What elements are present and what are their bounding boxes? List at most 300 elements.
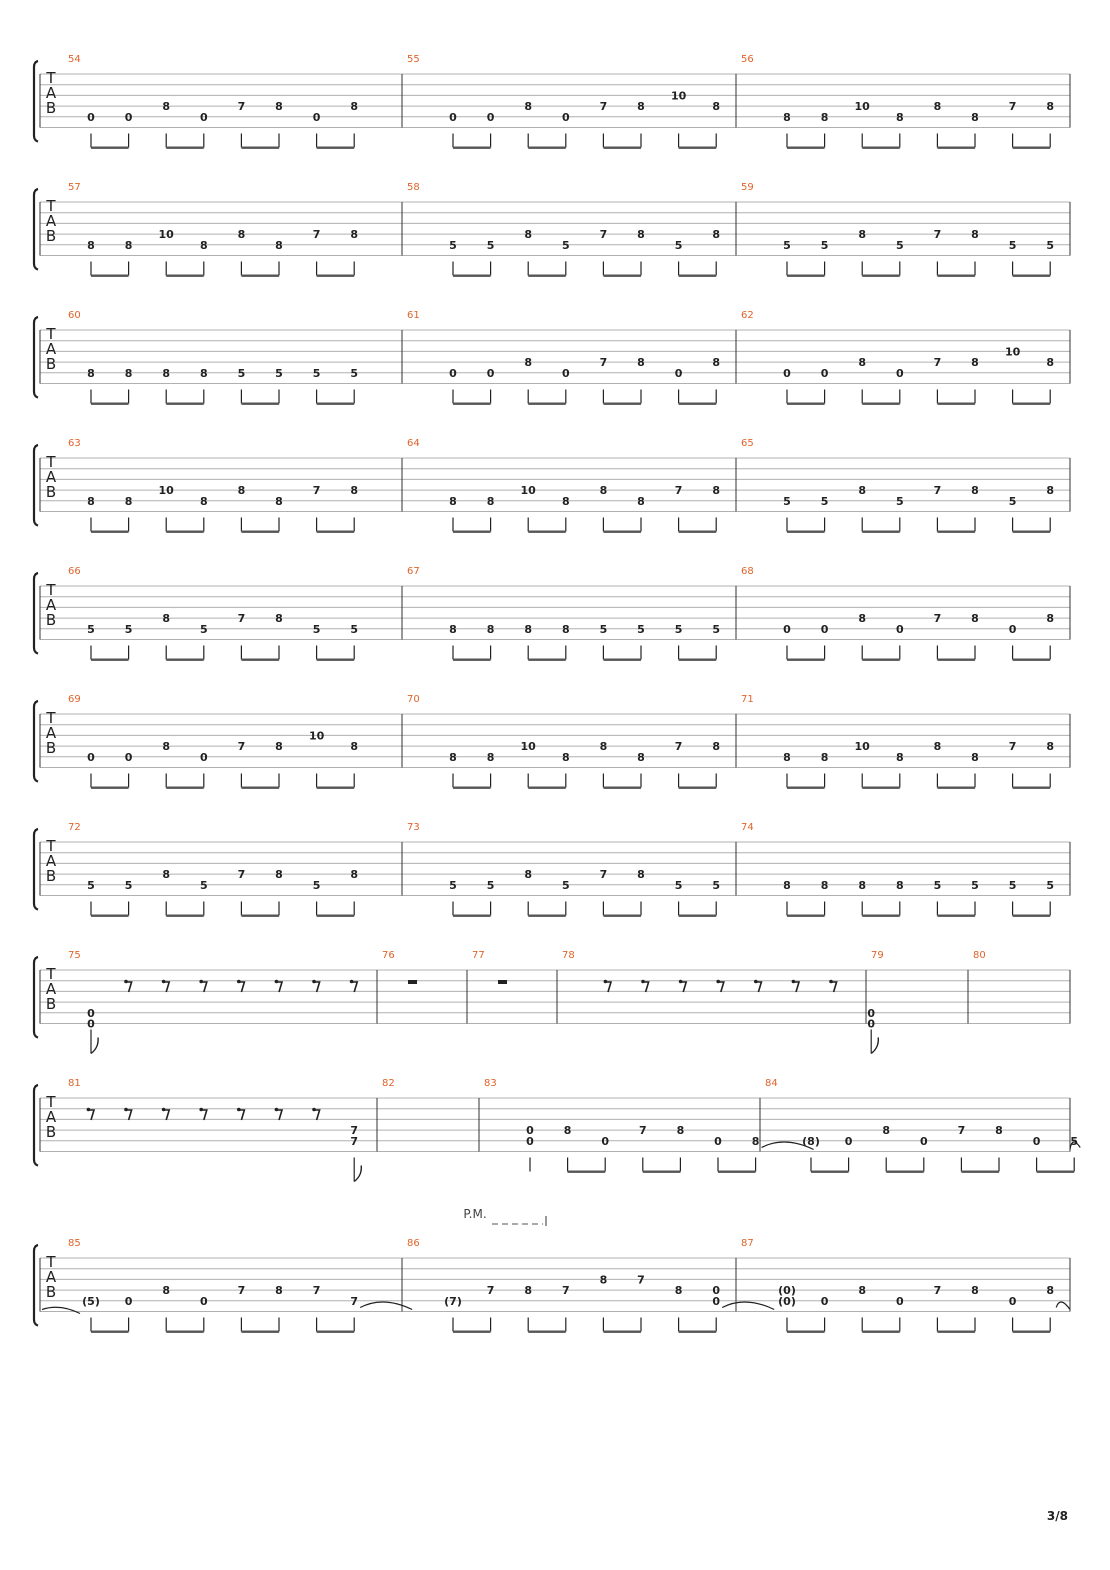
fret-number: 5 xyxy=(87,622,95,636)
fret-number: 7 xyxy=(486,1284,495,1298)
beam xyxy=(1013,1331,1051,1333)
measure-number: 79 xyxy=(871,950,884,961)
tab-clef-letter: B xyxy=(45,995,57,1013)
fret-number: 8 xyxy=(524,1284,533,1298)
tab-clef-letter: A xyxy=(45,468,57,486)
fret-number: 5 xyxy=(350,366,359,380)
beam xyxy=(91,787,129,789)
fret-number: 8 xyxy=(637,228,645,242)
fret-number: 8 xyxy=(350,868,359,882)
eighth-rest xyxy=(605,982,611,992)
beam xyxy=(317,659,355,661)
tab-clef-letter: B xyxy=(45,1283,57,1301)
fret-number: 8 xyxy=(599,740,608,754)
fret-number: 8 xyxy=(971,750,979,764)
measure-number: 66 xyxy=(68,566,81,577)
beam xyxy=(453,659,491,661)
fret-number: 0 xyxy=(714,1134,722,1148)
fret-number: 0 xyxy=(526,1124,534,1138)
beam xyxy=(317,147,355,149)
fret-number: 8 xyxy=(820,750,829,764)
beam xyxy=(1013,275,1051,277)
beam xyxy=(787,147,825,149)
eighth-rest-dot xyxy=(754,980,758,984)
tab-clef-letter: B xyxy=(45,867,57,885)
beam xyxy=(528,531,566,533)
fret-number: 5 xyxy=(124,622,133,636)
fret-number: 8 xyxy=(561,750,570,764)
fret-number: 7 xyxy=(599,356,608,370)
beam xyxy=(528,147,566,149)
fret-number: 8 xyxy=(561,622,570,636)
measure-number: 65 xyxy=(741,438,754,449)
eighth-rest-dot xyxy=(87,1108,91,1112)
fret-number: 8 xyxy=(199,366,208,380)
beam xyxy=(91,275,129,277)
fret-number: 10 xyxy=(854,740,870,754)
fret-number: 7 xyxy=(957,1124,966,1138)
fret-number: 5 xyxy=(199,878,208,892)
beam xyxy=(91,1331,129,1333)
fret-number: 0 xyxy=(1008,1294,1017,1308)
measure-number: 76 xyxy=(382,950,395,961)
beam xyxy=(862,915,900,917)
eighth-rest-dot xyxy=(829,980,833,984)
fret-number: 8 xyxy=(895,110,904,124)
fret-number: 7 xyxy=(933,612,942,626)
fret-number: 5 xyxy=(1046,878,1055,892)
measure-number: 61 xyxy=(407,310,420,321)
fret-number: 7 xyxy=(237,740,246,754)
beam xyxy=(528,275,566,277)
beam xyxy=(862,1331,900,1333)
eighth-rest xyxy=(201,982,207,992)
fret-number: 8 xyxy=(599,1273,608,1287)
system-bracket xyxy=(34,189,38,270)
fret-number: 8 xyxy=(599,484,608,498)
fret-number: 10 xyxy=(1004,345,1021,359)
fret-number: 10 xyxy=(520,740,536,754)
fret-number: 8 xyxy=(783,750,791,764)
fret-number: 8 xyxy=(199,238,208,252)
beam xyxy=(453,403,491,405)
tie-arc xyxy=(722,1302,774,1310)
fret-number: 8 xyxy=(1046,612,1055,626)
measure-number: 82 xyxy=(382,1078,395,1089)
beam xyxy=(1013,915,1051,917)
fret-number: 8 xyxy=(858,878,867,892)
beam xyxy=(91,531,129,533)
tab-clef-letter: A xyxy=(45,596,57,614)
fret-number: 8 xyxy=(350,228,359,242)
fret-number: 8 xyxy=(350,484,359,498)
eighth-rest-dot xyxy=(641,980,645,984)
eighth-rest xyxy=(351,982,357,992)
fret-number: 8 xyxy=(1046,1284,1055,1298)
fret-number: 7 xyxy=(237,1284,246,1298)
fret-number: 8 xyxy=(350,740,359,754)
fret-number: 0 xyxy=(87,1006,95,1020)
measure-number: 75 xyxy=(68,950,81,961)
fret-number: 7 xyxy=(933,484,942,498)
fret-number: (5) xyxy=(82,1294,100,1308)
fret-number: 8 xyxy=(486,750,495,764)
fret-number: 8 xyxy=(858,228,867,242)
fret-number: 8 xyxy=(712,740,721,754)
measure-number: 73 xyxy=(407,822,420,833)
beam xyxy=(166,787,204,789)
fret-number: (8) xyxy=(802,1134,820,1148)
eighth-rest-dot xyxy=(199,980,203,984)
fret-number: 0 xyxy=(1032,1134,1041,1148)
beam xyxy=(862,275,900,277)
beam xyxy=(317,1331,355,1333)
fret-number: 0 xyxy=(895,622,904,636)
beam xyxy=(603,787,641,789)
tab-clef-letter: T xyxy=(46,709,56,727)
beam xyxy=(862,531,900,533)
fret-number: 5 xyxy=(820,238,829,252)
beam xyxy=(862,147,900,149)
fret-number: 7 xyxy=(350,1124,359,1138)
beam xyxy=(787,659,825,661)
system-bracket xyxy=(34,317,38,398)
beam xyxy=(1013,531,1051,533)
fret-number: 8 xyxy=(275,1284,283,1298)
fret-number: 5 xyxy=(199,622,208,636)
fret-number: 8 xyxy=(199,494,208,508)
beam xyxy=(241,787,279,789)
tab-clef-letter: B xyxy=(45,99,57,117)
beam xyxy=(241,659,279,661)
fret-number: 7 xyxy=(674,484,683,498)
beam xyxy=(679,275,717,277)
measure-number: 86 xyxy=(407,1238,420,1249)
measure-number: 59 xyxy=(741,182,754,193)
tab-clef-letter: A xyxy=(45,1268,57,1286)
fret-number: 5 xyxy=(486,878,495,892)
fret-number: 8 xyxy=(87,366,95,380)
eighth-rest-dot xyxy=(275,980,279,984)
fret-number: 8 xyxy=(637,100,645,114)
beam xyxy=(317,531,355,533)
half-rest xyxy=(408,980,417,984)
tab-clef-letter: T xyxy=(46,69,56,87)
eighth-rest xyxy=(314,982,320,992)
system-bracket xyxy=(34,957,38,1038)
eighth-rest xyxy=(238,1110,244,1120)
beam xyxy=(937,915,975,917)
tab-clef-letter: T xyxy=(46,837,56,855)
beam xyxy=(862,403,900,405)
fret-number: 5 xyxy=(561,238,570,252)
measure-number: 56 xyxy=(741,54,754,65)
beam xyxy=(317,403,355,405)
fret-number: 0 xyxy=(199,750,208,764)
fret-number: 7 xyxy=(312,484,321,498)
fret-number: 8 xyxy=(162,100,171,114)
fret-number: 8 xyxy=(1046,356,1055,370)
beam xyxy=(91,403,129,405)
fret-number: 8 xyxy=(1046,100,1055,114)
fret-number: 8 xyxy=(124,494,133,508)
fret-number: 0 xyxy=(449,366,457,380)
fret-number: 7 xyxy=(933,1284,942,1298)
eighth-rest xyxy=(88,1110,94,1120)
beam xyxy=(453,531,491,533)
beam xyxy=(718,1171,756,1173)
measure-number: 69 xyxy=(68,694,81,705)
note-flag xyxy=(354,1166,361,1182)
measure-number: 81 xyxy=(68,1078,81,1089)
beam xyxy=(937,659,975,661)
measure-number: 62 xyxy=(741,310,754,321)
fret-number: 8 xyxy=(524,868,533,882)
system-bracket xyxy=(34,701,38,782)
tab-clef-letter: A xyxy=(45,852,57,870)
tab-clef-letter: B xyxy=(45,739,57,757)
fret-number: 7 xyxy=(312,228,321,242)
fret-number: 8 xyxy=(162,612,171,626)
eighth-rest xyxy=(163,1110,169,1120)
system-bracket xyxy=(34,829,38,910)
measure-number: 78 xyxy=(562,950,575,961)
fret-number: 5 xyxy=(1008,238,1017,252)
eighth-rest xyxy=(126,1110,132,1120)
fret-number: 8 xyxy=(637,750,645,764)
fret-number: (0) xyxy=(778,1284,796,1298)
fret-number: 8 xyxy=(712,356,721,370)
beam xyxy=(453,1331,491,1333)
beam xyxy=(1037,1171,1075,1173)
beam xyxy=(603,147,641,149)
fret-number: 8 xyxy=(486,494,495,508)
eighth-rest-dot xyxy=(162,980,166,984)
fret-number: 5 xyxy=(895,238,904,252)
beam xyxy=(679,1331,717,1333)
beam xyxy=(528,1331,566,1333)
beam xyxy=(317,275,355,277)
fret-number: 0 xyxy=(712,1294,721,1308)
tab-clef-letter: T xyxy=(46,965,56,983)
fret-number: 5 xyxy=(674,238,683,252)
eighth-rest-dot xyxy=(679,980,683,984)
tab-clef-letter: B xyxy=(45,355,57,373)
fret-number: 7 xyxy=(1008,100,1017,114)
fret-number: 0 xyxy=(1008,622,1017,636)
beam xyxy=(937,147,975,149)
fret-number: 0 xyxy=(87,750,95,764)
fret-number: 8 xyxy=(858,356,867,370)
fret-number: 0 xyxy=(486,366,495,380)
tab-clef-letter: A xyxy=(45,1108,57,1126)
beam xyxy=(679,659,717,661)
beam xyxy=(241,1331,279,1333)
tie-arc xyxy=(1056,1302,1070,1310)
fret-number: 8 xyxy=(563,1124,572,1138)
fret-number: 5 xyxy=(712,622,721,636)
eighth-rest xyxy=(163,982,169,992)
fret-number: 8 xyxy=(162,1284,171,1298)
system-bracket xyxy=(34,1085,38,1166)
fret-number: 5 xyxy=(312,878,321,892)
beam xyxy=(679,915,717,917)
fret-number: 8 xyxy=(971,1284,979,1298)
fret-number: 0 xyxy=(526,1134,534,1148)
beam xyxy=(453,275,491,277)
eighth-rest-dot xyxy=(124,1108,128,1112)
fret-number: (0) xyxy=(778,1294,796,1308)
beam xyxy=(528,659,566,661)
eighth-rest xyxy=(831,982,837,992)
fret-number: 7 xyxy=(933,356,942,370)
fret-number: 8 xyxy=(933,740,942,754)
beam xyxy=(787,275,825,277)
fret-number: 7 xyxy=(637,1273,645,1287)
measure-number: 60 xyxy=(68,310,81,321)
fret-number: 5 xyxy=(237,366,246,380)
fret-number: 5 xyxy=(275,366,283,380)
eighth-rest-dot xyxy=(604,980,608,984)
fret-number: 0 xyxy=(844,1134,853,1148)
fret-number: 8 xyxy=(449,750,457,764)
measure-number: 63 xyxy=(68,438,81,449)
beam xyxy=(166,531,204,533)
fret-number: 8 xyxy=(637,356,645,370)
measure-number: 85 xyxy=(68,1238,81,1249)
tab-clef-letter: A xyxy=(45,724,57,742)
fret-number: 8 xyxy=(712,100,721,114)
system-bracket xyxy=(34,1245,38,1326)
measure-number: 70 xyxy=(407,694,420,705)
fret-number: 5 xyxy=(87,878,95,892)
measure-number: 55 xyxy=(407,54,420,65)
beam xyxy=(811,1171,849,1173)
fret-number: 0 xyxy=(486,110,495,124)
tab-clef-letter: B xyxy=(45,227,57,245)
fret-number: 8 xyxy=(486,622,495,636)
fret-number: 7 xyxy=(599,100,608,114)
fret-number: 0 xyxy=(87,110,95,124)
fret-number: 5 xyxy=(820,494,829,508)
tie-arc xyxy=(42,1307,80,1313)
eighth-rest xyxy=(314,1110,320,1120)
measure-number: 74 xyxy=(741,822,754,833)
fret-number: 5 xyxy=(971,878,979,892)
fret-number: 8 xyxy=(449,494,457,508)
beam xyxy=(1013,659,1051,661)
beam xyxy=(961,1171,999,1173)
fret-number: 8 xyxy=(449,622,457,636)
fret-number: 5 xyxy=(674,878,683,892)
fret-number: 8 xyxy=(637,494,645,508)
measure-number: 77 xyxy=(472,950,485,961)
fret-number: 5 xyxy=(1008,494,1017,508)
fret-number: 10 xyxy=(308,729,325,743)
fret-number: 0 xyxy=(895,366,904,380)
fret-number: 0 xyxy=(124,1294,133,1308)
beam xyxy=(862,787,900,789)
eighth-rest xyxy=(718,982,724,992)
measure-number: 57 xyxy=(68,182,81,193)
beam xyxy=(1013,787,1051,789)
fret-number: 0 xyxy=(674,366,683,380)
fret-number: 5 xyxy=(895,494,904,508)
fret-number: 0 xyxy=(867,1017,876,1031)
fret-number: 8 xyxy=(524,228,533,242)
fret-number: 0 xyxy=(820,622,829,636)
beam xyxy=(643,1171,681,1173)
measure-number: 84 xyxy=(765,1078,778,1089)
fret-number: 8 xyxy=(858,1284,867,1298)
fret-number: 8 xyxy=(162,740,171,754)
beam xyxy=(1013,403,1051,405)
fret-number: 8 xyxy=(971,612,979,626)
fret-number: 8 xyxy=(87,494,95,508)
beam xyxy=(679,531,717,533)
fret-number: 5 xyxy=(124,878,133,892)
fret-number: 0 xyxy=(561,366,570,380)
beam xyxy=(679,787,717,789)
tab-clef-letter: T xyxy=(46,453,56,471)
eighth-rest-dot xyxy=(162,1108,166,1112)
measure-number: 87 xyxy=(741,1238,754,1249)
fret-number: 8 xyxy=(162,868,171,882)
eighth-rest xyxy=(126,982,132,992)
fret-number: 5 xyxy=(1070,1134,1079,1148)
beam xyxy=(241,531,279,533)
tab-clef-letter: T xyxy=(46,1093,56,1111)
fret-number: 7 xyxy=(312,1284,321,1298)
tab-clef-letter: A xyxy=(45,84,57,102)
tab-clef-letter: B xyxy=(45,611,57,629)
fret-number: 8 xyxy=(971,110,979,124)
fret-number: 5 xyxy=(449,238,457,252)
beam xyxy=(679,403,717,405)
system-bracket xyxy=(34,445,38,526)
fret-number: 8 xyxy=(524,622,533,636)
beam xyxy=(937,275,975,277)
tab-clef-letter: T xyxy=(46,197,56,215)
beam xyxy=(528,787,566,789)
eighth-rest xyxy=(201,1110,207,1120)
fret-number: 5 xyxy=(637,622,645,636)
fret-number: 8 xyxy=(1046,484,1055,498)
tab-clef-letter: T xyxy=(46,325,56,343)
eighth-rest xyxy=(680,982,686,992)
beam xyxy=(166,915,204,917)
fret-number: 10 xyxy=(158,228,174,242)
note-flag xyxy=(91,1038,98,1054)
fret-number: 8 xyxy=(712,228,721,242)
tab-clef-letter: A xyxy=(45,340,57,358)
fret-number: 10 xyxy=(158,484,174,498)
measure-number: 67 xyxy=(407,566,420,577)
beam xyxy=(166,147,204,149)
fret-number: 5 xyxy=(674,622,683,636)
beam xyxy=(787,1331,825,1333)
measure-number: 58 xyxy=(407,182,420,193)
fret-number: 8 xyxy=(1046,740,1055,754)
note-flag xyxy=(871,1038,878,1054)
beam xyxy=(241,915,279,917)
fret-number: 8 xyxy=(751,1134,760,1148)
fret-number: 8 xyxy=(524,100,533,114)
beam xyxy=(241,147,279,149)
fret-number: 0 xyxy=(820,366,829,380)
fret-number: 8 xyxy=(712,484,721,498)
fret-number: 8 xyxy=(237,484,246,498)
